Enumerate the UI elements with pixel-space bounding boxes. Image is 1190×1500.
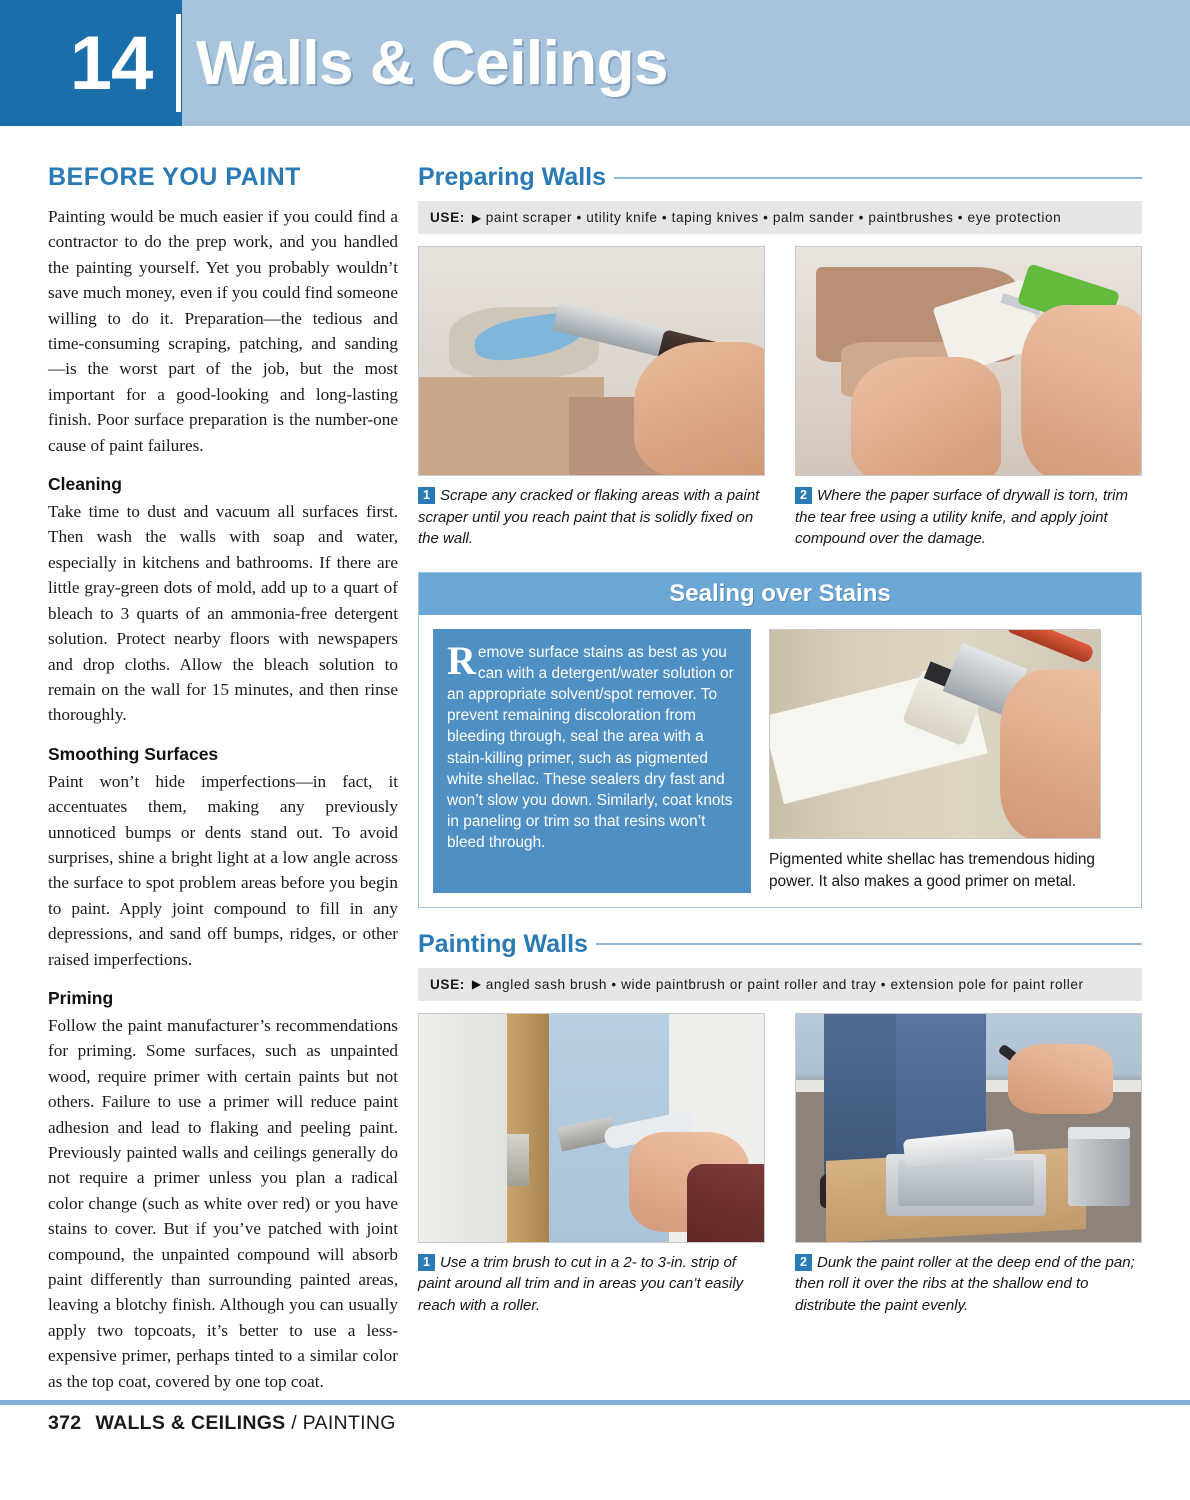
footer-separator: / xyxy=(285,1412,303,1434)
painting-walls-tools-bar xyxy=(418,968,1142,1001)
smoothing-surfaces-paragraph: Paint won’t hide imperfections—in fact, it accentuates them, making any previously unnoticed bumps or dents stand out. To avoid surprises, shine a bright light at a low angle across the surface to spot problem areas before you begin to paint. Apply joint compound to fill in any depressions, and sand off bumps, ridges, or other raised imperfections. xyxy=(48,771,398,969)
painting-walls-heading: Painting Walls xyxy=(418,929,588,958)
triangle-right-icon: ▶ xyxy=(471,977,482,991)
preparing-walls-tools-bar xyxy=(418,201,1142,234)
preparing-walls-heading: Preparing Walls xyxy=(418,163,607,191)
sealing-over-stains-heading: Sealing over Stains xyxy=(419,573,1141,615)
preparing-walls-step-1 xyxy=(418,246,765,550)
step-number-badge: 2 xyxy=(795,487,812,504)
preparing-walls-header xyxy=(418,163,1142,192)
smoothing-surfaces-heading: Smoothing Surfaces xyxy=(48,743,219,764)
priming-heading: Priming xyxy=(48,987,114,1008)
triangle-right-icon: ▶ xyxy=(471,210,482,225)
photo-scraping-wall xyxy=(418,246,765,476)
step-number-badge: 2 xyxy=(795,1254,812,1271)
section-rule xyxy=(614,177,1142,179)
caption-text: Where the paper surface of drywall is torn, trim the tear free using a utility knife, and apply joint compound over the damage. xyxy=(795,487,1128,547)
sealing-over-stains-figure xyxy=(769,629,1101,893)
painting-walls-photo-row xyxy=(418,1013,1142,1317)
painting-walls-step-1 xyxy=(418,1013,765,1317)
painting-walls-tools-list: angled sash brush • wide paintbrush or paint roller and tray • extension pole for paint roller xyxy=(485,976,1084,992)
sealing-body-text: emove surface stains as best as you can with a detergent/water solution or an appropriate solvent/spot remover. To prevent remaining discoloration from bleeding through, seal the area with a stain-killing primer, such as pigmented white shellac. These sealers dry fast and won’t slow you down. Similarly, coat knots in paneling or trim so that resins won’t bleed through. xyxy=(447,643,734,852)
chapter-number: 14 xyxy=(69,21,153,106)
caption-text: Dunk the paint roller at the deep end of the pan; then roll it over the ribs at the shallow end to distribute the paint evenly. xyxy=(795,1253,1135,1314)
step-number-badge: 1 xyxy=(418,487,435,504)
intro-paragraph: Painting would be much easier if you could find a contractor to do the prep work, and you handled the painting yourself. Yet you probably wouldn’t save much money, even if you could find someone willing to do it. Preparation—the tedious and time-consuming scraping, patching, and sanding—is the worst part of the job, but the most important for a good-looking and long-lasting finish. Poor surface preparation is the number-one cause of paint failures. xyxy=(48,207,398,455)
page-header xyxy=(0,0,1190,132)
header-divider xyxy=(176,14,181,112)
right-column xyxy=(418,163,1142,1316)
photo-roller-in-paint-tray xyxy=(795,1013,1142,1243)
use-label: USE: xyxy=(430,976,465,992)
page-number: 372 xyxy=(48,1412,82,1434)
footer-rule xyxy=(0,1400,1190,1405)
caption-text: Scrape any cracked or flaking areas with a paint scraper until you reach paint that is solidly fixed on the wall. xyxy=(418,487,760,547)
painting-walls-header xyxy=(418,930,1142,959)
page-footer xyxy=(48,1412,396,1435)
use-label: USE: xyxy=(430,210,465,225)
sealing-over-stains-box xyxy=(418,572,1142,908)
photo-trimming-torn-drywall-paper xyxy=(795,246,1142,476)
preparing-walls-step-2 xyxy=(795,246,1142,550)
priming-paragraph: Follow the paint manufacturer’s recommendations for priming. Some surfaces, such as unpainted wood, require primer with certain paints but not others. Failure to use a primer will reduce paint adhesion and lead to flaking and peeling paint. Previously painted walls and ceilings generally do not require a primer unless you plan a radical color change (such as white over red) or you have stains to cover. But if you’ve patched with joint compound, the unpainted compound will absorb paint differently than surrounding painted areas, leaving a blotchy finish. Although you can usually apply two topcoats, it’s better to use a less-expensive primer, perhaps tinted to a similar color as the top coat, covered by one top coat. xyxy=(48,1015,398,1391)
photo-cutting-in-with-trim-brush xyxy=(418,1013,765,1243)
caption-step-2 xyxy=(795,485,1142,550)
preparing-walls-tools-list: paint scraper • utility knife • taping knives • palm sander • paintbrushes • eye protection xyxy=(485,210,1062,225)
header-underline xyxy=(0,126,1190,132)
caption-step-2 xyxy=(795,1252,1142,1317)
footer-section: PAINTING xyxy=(302,1412,396,1434)
sealing-over-stains-text xyxy=(433,629,751,893)
caption-text: Use a trim brush to cut in a 2- to 3-in. strip of paint around all trim and in areas you can’t easily reach with a roller. xyxy=(418,1253,744,1314)
sealing-photo-caption: Pigmented white shellac has tremendous hiding power. It also makes a good primer on metal. xyxy=(769,850,1095,890)
cleaning-heading: Cleaning xyxy=(48,474,122,495)
preparing-walls-photo-row xyxy=(418,246,1142,550)
left-column xyxy=(48,163,398,1410)
sealing-over-stains-body xyxy=(419,615,1141,907)
caption-step-1 xyxy=(418,485,765,550)
chapter-title: Walls & Ceilings xyxy=(196,29,669,98)
caption-step-1 xyxy=(418,1252,765,1317)
section-rule xyxy=(596,943,1142,945)
cleaning-paragraph: Take time to dust and vacuum all surfaces first. Then wash the walls with soap and water, especially in kitchens and bathrooms. If there are little gray-green dots of mold, add up to a quart of bleach to 3 quarts of an ammonia-free detergent solution. Protect nearby floors with newspapers and drop cloths. Allow the bleach solution to remain on the wall for 15 minutes, and then rinse thoroughly. xyxy=(48,502,398,725)
painting-walls-step-2 xyxy=(795,1013,1142,1317)
footer-chapter: WALLS & CEILINGS xyxy=(95,1412,286,1434)
before-you-paint-heading: BEFORE YOU PAINT xyxy=(48,163,301,191)
photo-shellac-brush-on-wall xyxy=(769,629,1101,839)
drop-cap: R xyxy=(447,637,476,683)
step-number-badge: 1 xyxy=(418,1254,435,1271)
